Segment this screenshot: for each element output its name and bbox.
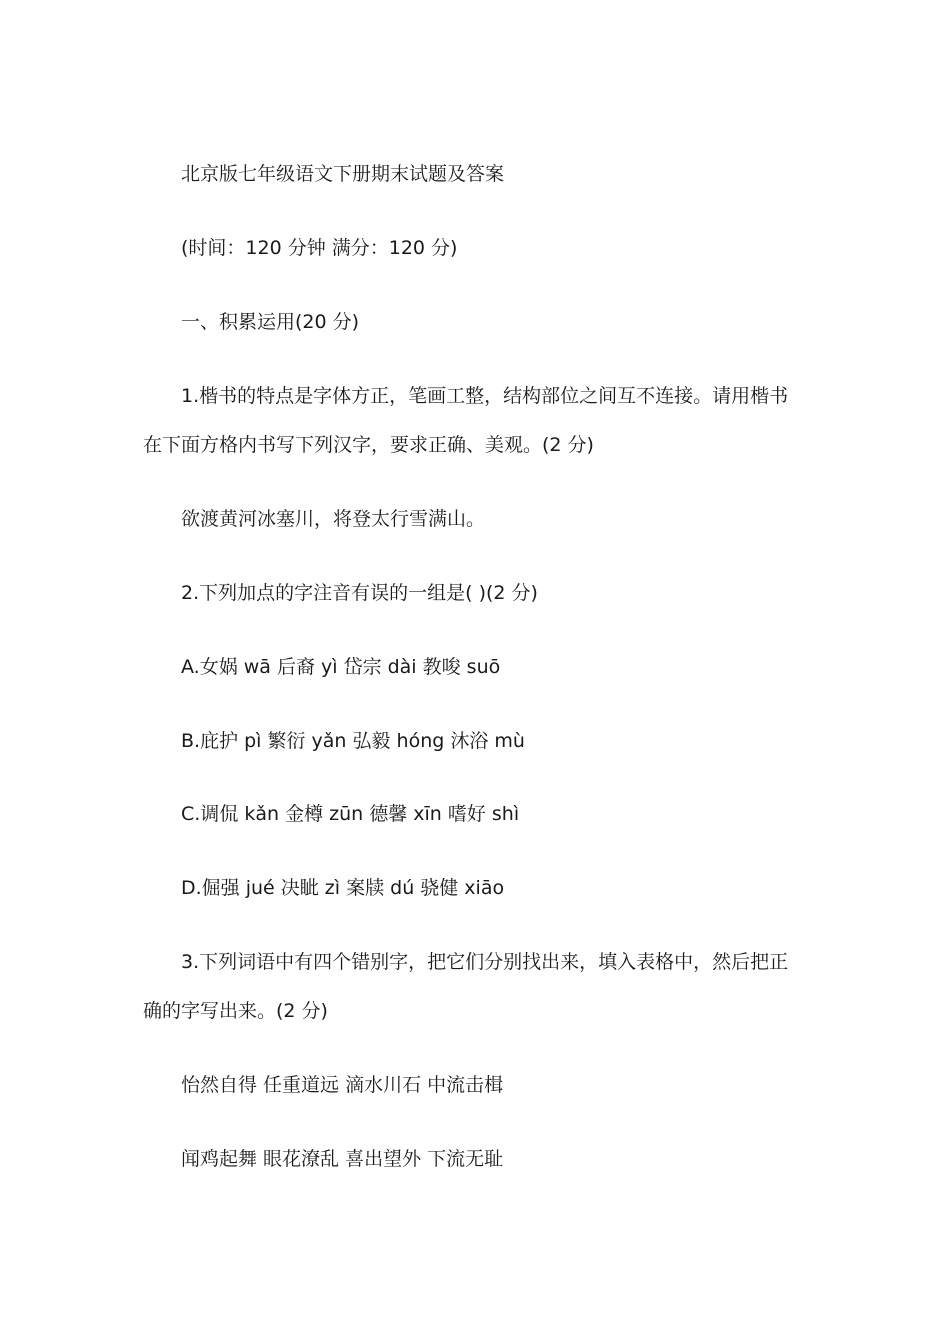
question-3-words-row-1: 怡然自得 任重道远 滴水川石 中流击楫 xyxy=(181,1074,504,1096)
question-1-line-1: 1.楷书的特点是字体方正，笔画工整，结构部位之间互不连接。请用楷书 xyxy=(181,385,789,407)
question-2-option-c: C.调侃 kǎn 金樽 zūn 德馨 xīn 嗜好 shì xyxy=(181,803,520,825)
exam-meta: (时间：120 分钟 满分：120 分) xyxy=(181,237,458,259)
section-heading: 一、积累运用(20 分) xyxy=(181,311,360,333)
question-1-text: 欲渡黄河冰塞川，将登太行雪满山。 xyxy=(181,508,486,530)
question-2-option-a: A.女娲 wā 后裔 yì 岱宗 dài 教唆 suō xyxy=(181,656,501,678)
question-2-stem: 2.下列加点的字注音有误的一组是( )(2 分) xyxy=(181,582,538,604)
question-3-line-1: 3.下列词语中有四个错别字，把它们分别找出来，填入表格中，然后把正 xyxy=(181,951,789,973)
question-3-line-2: 确的字写出来。(2 分) xyxy=(143,1000,328,1022)
question-3-words-row-2: 闻鸡起舞 眼花潦乱 喜出望外 下流无耻 xyxy=(181,1148,504,1170)
document-title: 北京版七年级语文下册期末试题及答案 xyxy=(181,163,505,185)
question-2-option-d: D.倔强 jué 决眦 zì 案牍 dú 骁健 xiāo xyxy=(181,877,505,899)
question-2-option-b: B.庇护 pì 繁衍 yǎn 弘毅 hóng 沐浴 mù xyxy=(181,730,525,752)
question-1-line-2: 在下面方格内书写下列汉字，要求正确、美观。(2 分) xyxy=(143,434,594,456)
